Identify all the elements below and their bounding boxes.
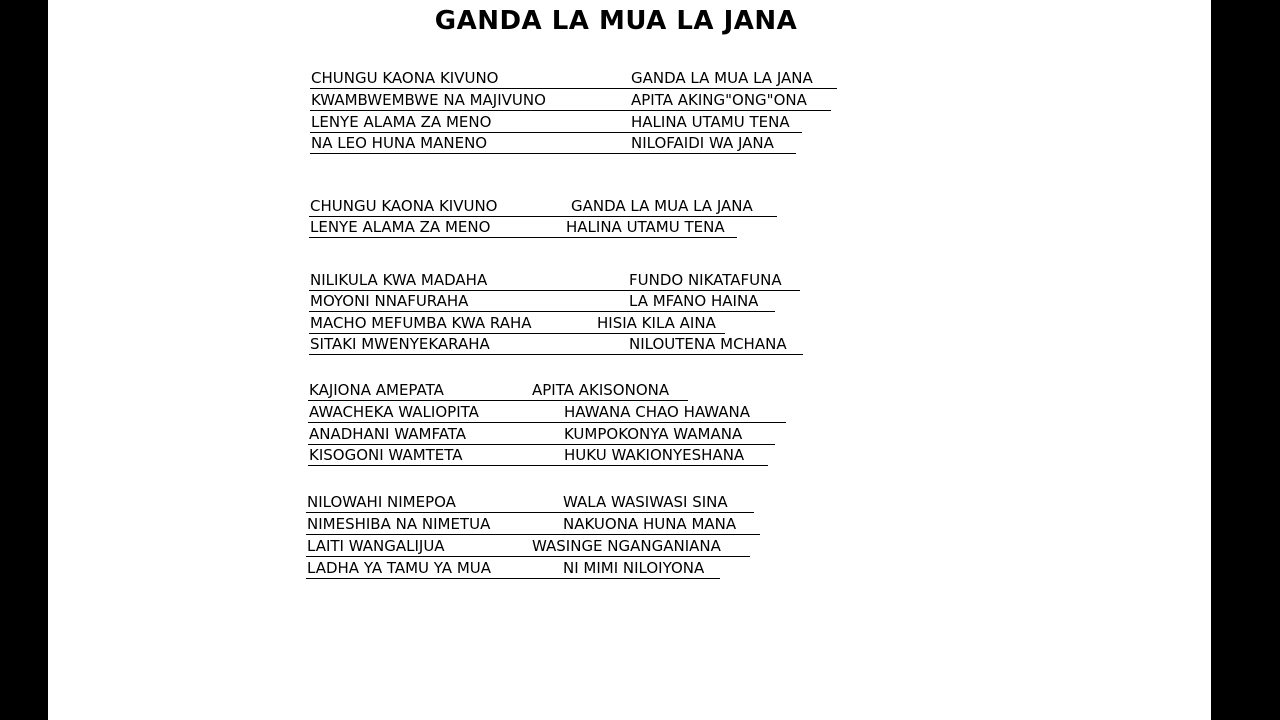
verse-first-half: LADHA YA TAMU YA MUA <box>307 559 492 577</box>
verse-second-half: HISIA KILA AINA <box>597 314 716 332</box>
verse-second-half: WALA WASIWASI SINA <box>563 493 728 511</box>
verse-first-half: NILOWAHI NIMEPOA <box>307 493 456 511</box>
verse-second-half: WASINGE NGANGANIANA <box>532 537 721 555</box>
verse-second-half: NILOUTENA MCHANA <box>629 335 787 353</box>
verse-first-half: CHUNGU KAONA KIVUNO <box>311 69 499 87</box>
verse-first-half: NIMESHIBA NA NIMETUA <box>307 515 491 533</box>
verse-second-half: GANDA LA MUA LA JANA <box>571 197 753 215</box>
verse-line <box>308 424 775 445</box>
verse-second-half: APITA AKING"ONG"ONA <box>631 91 807 109</box>
verse-second-half: HALINA UTAMU TENA <box>631 113 790 131</box>
verse-second-half: FUNDO NIKATAFUNA <box>629 271 782 289</box>
verse-line <box>309 217 737 238</box>
verse-second-half: KUMPOKONYA WAMANA <box>564 425 743 443</box>
verse-line <box>308 402 786 423</box>
verse-line <box>306 492 754 513</box>
verse-second-half: HAWANA CHAO HAWANA <box>564 403 751 421</box>
verse-first-half: MACHO MEFUMBA KWA RAHA <box>310 314 532 332</box>
verse-first-half: NILIKULA KWA MADAHA <box>310 271 488 289</box>
verse-first-half: LENYE ALAMA ZA MENO <box>311 113 492 131</box>
verse-second-half: NILOFAIDI WA JANA <box>631 134 774 152</box>
verse-first-half: NA LEO HUNA MANENO <box>311 134 488 152</box>
verse-second-half: HUKU WAKIONYESHANA <box>564 446 745 464</box>
verse-first-half: CHUNGU KAONA KIVUNO <box>310 197 498 215</box>
verse-second-half: GANDA LA MUA LA JANA <box>631 69 813 87</box>
verse-first-half: KWAMBWEMBWE NA MAJIVUNO <box>311 91 546 109</box>
verse-first-half: ANADHANI WAMFATA <box>309 425 467 443</box>
verse-second-half: LA MFANO HAINA <box>629 292 759 310</box>
document-page <box>48 0 1211 720</box>
verse-line <box>309 291 775 312</box>
verse-second-half: HALINA UTAMU TENA <box>566 218 725 236</box>
verse-line <box>309 196 777 217</box>
verse-first-half: AWACHEKA WALIOPITA <box>309 403 479 421</box>
verse-line <box>308 445 768 466</box>
verse-line <box>309 270 800 291</box>
verse-first-half: MOYONI NNAFURAHA <box>310 292 469 310</box>
verse-line <box>309 313 725 334</box>
verse-second-half: APITA AKISONONA <box>532 381 670 399</box>
verse-line <box>310 90 831 111</box>
verse-first-half: LAITI WANGALIJUA <box>307 537 445 555</box>
verse-first-half: LENYE ALAMA ZA MENO <box>310 218 491 236</box>
verse-line <box>306 558 720 579</box>
verse-line <box>308 380 688 401</box>
verse-line <box>306 514 760 535</box>
verse-second-half: NI MIMI NILOIYONA <box>563 559 705 577</box>
verse-line <box>306 536 750 557</box>
verse-first-half: SITAKI MWENYEKARAHA <box>310 335 490 353</box>
verse-second-half: NAKUONA HUNA MANA <box>563 515 737 533</box>
verse-line <box>310 68 837 89</box>
verse-line <box>309 334 803 355</box>
verse-line <box>310 133 796 154</box>
verse-first-half: KISOGONI WAMTETA <box>309 446 463 464</box>
verse-line <box>310 112 802 133</box>
poem-title: GANDA LA MUA LA JANA <box>434 6 798 36</box>
verse-first-half: KAJIONA AMEPATA <box>309 381 444 399</box>
